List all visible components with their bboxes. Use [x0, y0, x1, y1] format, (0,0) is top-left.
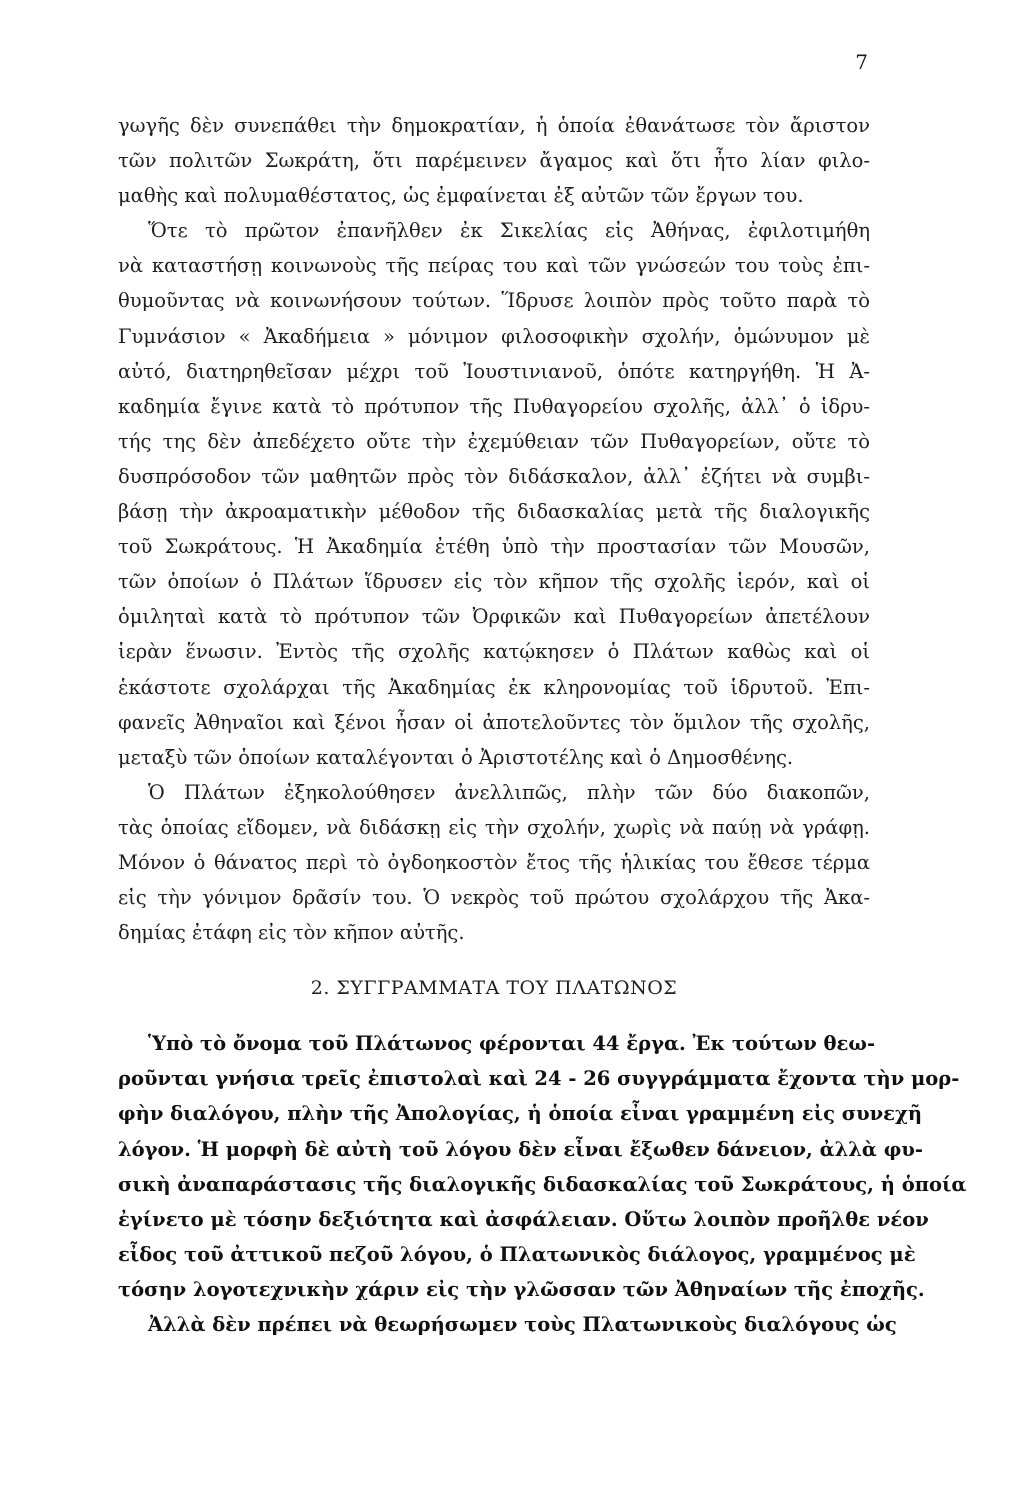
text-line: σικὴ ἀναπαράστασις τῆς διαλογικῆς διδασκαλίας τοῦ Σωκράτους, ἡ ὁποία	[118, 1172, 967, 1196]
text-line: τῶν ὁποίων ὁ Πλάτων ἵδρυσεν εἰς τὸν κῆπον τῆς σχολῆς ἱερόν, καὶ οἱ	[118, 570, 870, 594]
text-line: ἑκάστοτε σχολάρχαι τῆς Ἀκαδημίας ἐκ κληρονομίας τοῦ ἱδρυτοῦ. Ἐπι-	[118, 675, 870, 699]
text-line: τοῦ Σωκράτους. Ἡ Ἀκαδημία ἐτέθη ὑπὸ τὴν προστασίαν τῶν Μουσῶν,	[118, 535, 870, 559]
text-line: γωγῆς δὲν συνεπάθει τὴν δημοκρατίαν, ἡ ὁποία ἐθανάτωσε τὸν ἄριστον	[118, 114, 870, 137]
text-line: φανεῖς Ἀθηναῖοι καὶ ξένοι ἦσαν οἱ ἀποτελοῦντες τὸν ὅμιλον τῆς σχολῆς,	[118, 710, 870, 734]
paragraph-block-2	[118, 1026, 967, 1342]
text-line: Γυμνάσιον « Ἀκαδήμεια » μόνιμον φιλοσοφικὴν σχολήν, ὁμώνυμον μὲ	[118, 324, 870, 348]
text-line: τόσην λογοτεχνικὴν χάριν εἰς τὴν γλῶσσαν τῶν Ἀθηναίων τῆς ἐποχῆς.	[118, 1277, 925, 1301]
text-line: νὰ καταστήσῃ κοινωνοὺς τῆς πείρας του καὶ τῶν γνώσεών του τοὺς ἐπι-	[118, 254, 870, 278]
text-line: Μόνον ὁ θάνατος περὶ τὸ ὀγδοηκοστὸν ἔτος τῆς ἡλικίας του ἔθεσε τέρμα	[118, 850, 870, 874]
section-heading: 2. ΣΥΓΓΡΑΜΜΑΤΑ ΤΟΥ ΠΛΑΤΩΝΟΣ	[310, 977, 678, 1000]
text-line: ἐγίνετο μὲ τόσην δεξιότητα καὶ ἀσφάλειαν. Οὕτω λοιπὸν προῆλθε νέον	[118, 1207, 929, 1231]
text-line: εἶδος τοῦ ἀττικοῦ πεζοῦ λόγου, ὁ Πλατωνικὸς διάλογος, γραμμένος μὲ	[118, 1242, 916, 1266]
text-line: δυσπρόσοδον τῶν μαθητῶν πρὸς τὸν διδάσκαλον, ἀλλ᾽ ἐζήτει νὰ συμβι-	[118, 464, 870, 488]
text-line: φὴν διαλόγου, πλὴν τῆς Ἀπολογίας, ἡ ὁποία εἶναι γραμμένη εἰς συνεχῆ	[118, 1102, 923, 1126]
text-line: τής της δὲν ἀπεδέχετο οὔτε τὴν ἐχεμύθειαν τῶν Πυθαγορείων, οὔτε τὸ	[118, 429, 870, 453]
text-line: λόγον. Ἡ μορφὴ δὲ αὐτὴ τοῦ λόγου δὲν εἶναι ἔξωθεν δάνειον, ἀλλὰ φυ-	[118, 1137, 923, 1161]
text-line: τῶν πολιτῶν Σωκράτη, ὅτι παρέμεινεν ἄγαμος καὶ ὅτι ἦτο λίαν φιλο-	[118, 149, 870, 173]
text-line: εἰς τὴν γόνιμον δρᾶσίν του. Ὁ νεκρὸς τοῦ πρώτου σχολάρχου τῆς Ἀκα-	[118, 886, 870, 910]
text-line: ἱερὰν ἕνωσιν. Ἐντὸς τῆς σχολῆς κατῴκησεν ὁ Πλάτων καθὼς καὶ οἱ	[118, 640, 870, 664]
text-line: Ὑπὸ τὸ ὄνομα τοῦ Πλάτωνος φέρονται 44 ἔργα. Ἐκ τούτων θεω-	[148, 1032, 876, 1056]
text-line: ροῦνται γνήσια τρεῖς ἐπιστολαὶ καὶ 24 - 26 συγγράμματα ἔχοντα τὴν μορ-	[118, 1067, 960, 1091]
text-line: δημίας ἐτάφη εἰς τὸν κῆπον αὐτῆς.	[118, 921, 465, 945]
text-line: μεταξὺ τῶν ὁποίων καταλέγονται ὁ Ἀριστοτέλης καὶ ὁ Δημοσθένης.	[118, 745, 794, 769]
text-line: αὐτό, διατηρηθεῖσαν μέχρι τοῦ Ἰουστινιανοῦ, ὁπότε κατηργήθη. Ἡ Ἀ-	[118, 359, 870, 383]
text-line: Ὅτε τὸ πρῶτον ἐπανῆλθεν ἐκ Σικελίας εἰς Ἀθήνας, ἐφιλοτιμήθη	[148, 219, 870, 243]
text-line: βάσῃ τὴν ἀκροαματικὴν μέθοδον τῆς διδασκαλίας μετὰ τῆς διαλογικῆς	[118, 500, 870, 524]
text-line: καδημία ἔγινε κατὰ τὸ πρότυπον τῆς Πυθαγορείου σχολῆς, ἀλλ᾽ ὁ ἱδρυ-	[118, 394, 870, 418]
page-number: 7	[855, 50, 868, 74]
text-line: Ὁ Πλάτων ἐξηκολούθησεν ἀνελλιπῶς, πλὴν τῶν δύο διακοπῶν,	[148, 780, 870, 804]
text-line: τὰς ὁποίας εἴδομεν, νὰ διδάσκῃ εἰς τὴν σχολήν, χωρὶς νὰ παύῃ νὰ γράφῃ.	[118, 815, 870, 839]
text-line: Ἀλλὰ δὲν πρέπει νὰ θεωρήσωμεν τοὺς Πλατωνικοὺς διαλόγους ὡς	[148, 1313, 897, 1336]
paragraph-block-1	[118, 108, 870, 950]
text-column	[118, 108, 967, 1342]
text-line: ὁμιληταὶ κατὰ τὸ πρότυπον τῶν Ὀρφικῶν καὶ Πυθαγορείων ἀπετέλουν	[118, 605, 870, 629]
text-line: θυμοῦντας νὰ κοινωνήσουν τούτων. Ἵδρυσε λοιπὸν πρὸς τοῦτο παρὰ τὸ	[118, 289, 870, 313]
text-line: μαθὴς καὶ πολυμαθέστατος, ὡς ἐμφαίνεται ἐξ αὐτῶν τῶν ἔργων του.	[118, 184, 804, 208]
